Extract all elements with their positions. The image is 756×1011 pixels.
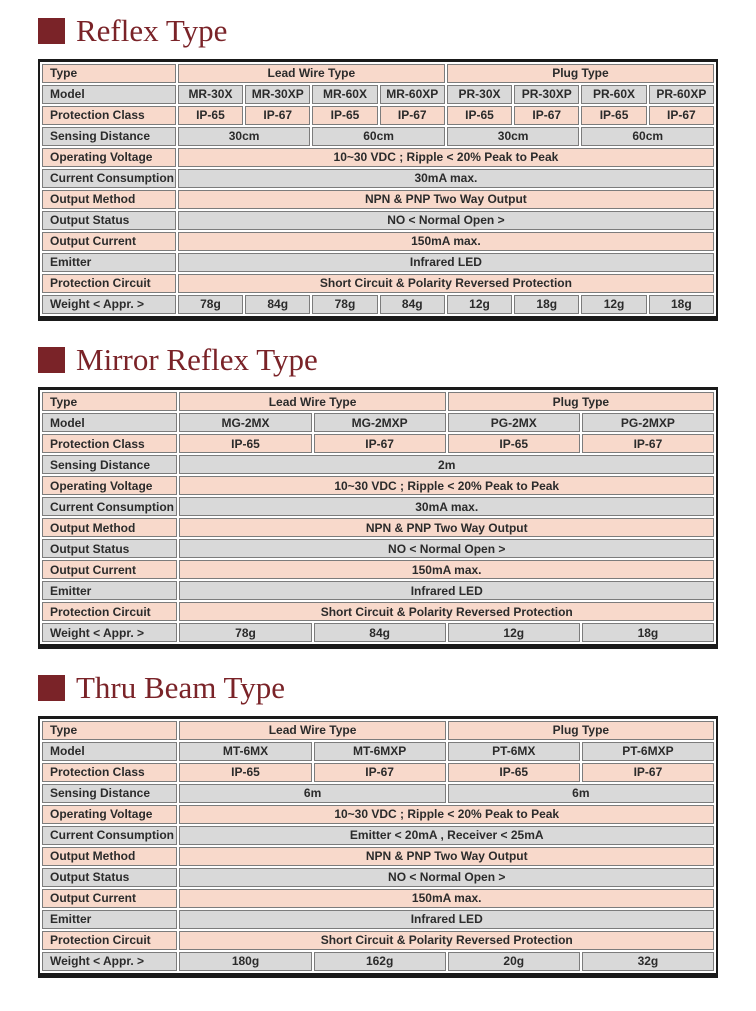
spec-value-cell: NO < Normal Open > bbox=[178, 211, 714, 230]
spec-value-cell: 10~30 VDC ; Ripple < 20% Peak to Peak bbox=[178, 148, 714, 167]
spec-value-cell: 150mA max. bbox=[179, 560, 714, 579]
spec-value-cell: Lead Wire Type bbox=[179, 392, 445, 411]
table-row bbox=[42, 392, 714, 411]
row-label: Sensing Distance bbox=[42, 127, 176, 146]
spec-value-cell: MR-30XP bbox=[245, 85, 310, 104]
table-row bbox=[42, 455, 714, 474]
spec-value-cell: 12g bbox=[447, 295, 512, 314]
spec-value-cell: Short Circuit & Polarity Reversed Protection bbox=[179, 602, 714, 621]
spec-value-cell: 32g bbox=[582, 952, 714, 971]
spec-value-cell: IP-65 bbox=[448, 763, 580, 782]
row-label: Output Current bbox=[42, 232, 176, 251]
row-label: Protection Class bbox=[42, 106, 176, 125]
spec-value-cell: 78g bbox=[178, 295, 243, 314]
row-label: Protection Circuit bbox=[42, 602, 177, 621]
row-label: Protection Class bbox=[42, 434, 177, 453]
row-label: Operating Voltage bbox=[42, 805, 177, 824]
spec-value-cell: 150mA max. bbox=[179, 889, 714, 908]
spec-value-cell: 18g bbox=[649, 295, 714, 314]
spec-value-cell: 18g bbox=[582, 623, 714, 642]
spec-value-cell: NPN & PNP Two Way Output bbox=[179, 847, 714, 866]
spec-value-cell: IP-65 bbox=[178, 106, 243, 125]
spec-value-cell: PT-6MXP bbox=[582, 742, 714, 761]
section-header bbox=[38, 672, 718, 705]
spec-value-cell: Plug Type bbox=[448, 721, 714, 740]
spec-value-cell: 18g bbox=[514, 295, 579, 314]
spec-value-cell: 84g bbox=[245, 295, 310, 314]
table-row bbox=[42, 847, 714, 866]
table-row bbox=[42, 413, 714, 432]
spec-value-cell: PT-6MX bbox=[448, 742, 580, 761]
row-label: Weight < Appr. > bbox=[42, 952, 177, 971]
row-label: Current Consumption bbox=[42, 497, 177, 516]
section-title: Mirror Reflex Type bbox=[76, 341, 318, 377]
spec-value-cell: Short Circuit & Polarity Reversed Protection bbox=[178, 274, 714, 293]
table-row bbox=[42, 910, 714, 929]
spec-value-cell: NO < Normal Open > bbox=[179, 868, 714, 887]
row-label: Output Method bbox=[42, 847, 177, 866]
spec-value-cell: IP-65 bbox=[448, 434, 580, 453]
spec-value-cell: NPN & PNP Two Way Output bbox=[179, 518, 714, 537]
section-bullet-square bbox=[38, 347, 65, 373]
spec-value-cell: 12g bbox=[448, 623, 580, 642]
spec-table-thru-beam-type bbox=[38, 716, 718, 978]
row-label: Output Current bbox=[42, 560, 177, 579]
table-row bbox=[42, 581, 714, 600]
section-bullet-square bbox=[38, 18, 65, 44]
table-row bbox=[42, 64, 714, 83]
table-row bbox=[42, 434, 714, 453]
spec-value-cell: 12g bbox=[581, 295, 646, 314]
spec-value-cell: PG-2MXP bbox=[582, 413, 714, 432]
spec-value-cell: Plug Type bbox=[448, 392, 714, 411]
spec-value-cell: 78g bbox=[179, 623, 311, 642]
row-label: Type bbox=[42, 64, 176, 83]
section-header bbox=[38, 341, 718, 377]
spec-value-cell: 60cm bbox=[581, 127, 714, 146]
spec-value-cell: IP-67 bbox=[380, 106, 445, 125]
table-row bbox=[42, 805, 714, 824]
table-row bbox=[42, 476, 714, 495]
spec-value-cell: PR-60XP bbox=[649, 85, 714, 104]
section-title: Thru Beam Type bbox=[76, 670, 286, 706]
spec-value-cell: 30cm bbox=[447, 127, 580, 146]
row-label: Emitter bbox=[42, 910, 177, 929]
spec-value-cell: 20g bbox=[448, 952, 580, 971]
row-label: Output Status bbox=[42, 868, 177, 887]
spec-value-cell: MR-60X bbox=[312, 85, 377, 104]
table-row bbox=[42, 826, 714, 845]
table-row bbox=[42, 952, 714, 971]
table-row bbox=[42, 931, 714, 950]
spec-value-cell: Infrared LED bbox=[179, 581, 714, 600]
section-header bbox=[38, 15, 718, 48]
spec-value-cell: IP-65 bbox=[447, 106, 512, 125]
row-label: Protection Class bbox=[42, 763, 177, 782]
spec-value-cell: MG-2MX bbox=[179, 413, 311, 432]
row-label: Type bbox=[42, 721, 177, 740]
spec-value-cell: IP-67 bbox=[582, 434, 714, 453]
row-label: Output Method bbox=[42, 518, 177, 537]
row-label: Operating Voltage bbox=[42, 148, 176, 167]
section-bullet-square bbox=[38, 675, 65, 701]
table-row bbox=[42, 169, 714, 188]
spec-value-cell: 60cm bbox=[312, 127, 445, 146]
spec-value-cell: MR-60XP bbox=[380, 85, 445, 104]
spec-value-cell: NO < Normal Open > bbox=[179, 539, 714, 558]
spec-value-cell: Plug Type bbox=[447, 64, 714, 83]
row-label: Model bbox=[42, 742, 177, 761]
row-label: Model bbox=[42, 413, 177, 432]
table-row bbox=[42, 106, 714, 125]
spec-value-cell: IP-65 bbox=[581, 106, 646, 125]
table-row bbox=[42, 623, 714, 642]
table-row bbox=[42, 497, 714, 516]
spec-value-cell: Infrared LED bbox=[179, 910, 714, 929]
table-row bbox=[42, 889, 714, 908]
table-row bbox=[42, 784, 714, 803]
row-label: Protection Circuit bbox=[42, 931, 177, 950]
spec-value-cell: Lead Wire Type bbox=[179, 721, 445, 740]
row-label: Model bbox=[42, 85, 176, 104]
spec-value-cell: PR-60X bbox=[581, 85, 646, 104]
spec-value-cell: Infrared LED bbox=[178, 253, 714, 272]
table-row bbox=[42, 190, 714, 209]
row-label: Operating Voltage bbox=[42, 476, 177, 495]
table-row bbox=[42, 211, 714, 230]
row-label: Sensing Distance bbox=[42, 784, 177, 803]
spec-value-cell: Lead Wire Type bbox=[178, 64, 445, 83]
table-row bbox=[42, 274, 714, 293]
row-label: Output Status bbox=[42, 539, 177, 558]
table-row bbox=[42, 148, 714, 167]
spec-value-cell: IP-67 bbox=[314, 434, 446, 453]
spec-value-cell: 30mA max. bbox=[179, 497, 714, 516]
row-label: Current Consumption bbox=[42, 826, 177, 845]
spec-value-cell: 78g bbox=[312, 295, 377, 314]
table-row bbox=[42, 721, 714, 740]
spec-value-cell: IP-65 bbox=[179, 434, 311, 453]
table-row bbox=[42, 253, 714, 272]
row-label: Emitter bbox=[42, 581, 177, 600]
spec-value-cell: Short Circuit & Polarity Reversed Protection bbox=[179, 931, 714, 950]
section-title: Reflex Type bbox=[76, 13, 228, 48]
spec-value-cell: MR-30X bbox=[178, 85, 243, 104]
spec-value-cell: IP-65 bbox=[179, 763, 311, 782]
row-label: Weight < Appr. > bbox=[42, 623, 177, 642]
spec-value-cell: 10~30 VDC ; Ripple < 20% Peak to Peak bbox=[179, 805, 714, 824]
row-label: Type bbox=[42, 392, 177, 411]
spec-value-cell: MT-6MX bbox=[179, 742, 311, 761]
row-label: Weight < Appr. > bbox=[42, 295, 176, 314]
spec-table-mirror-reflex-type bbox=[38, 387, 718, 649]
table-row bbox=[42, 560, 714, 579]
spec-value-cell: PR-30XP bbox=[514, 85, 579, 104]
row-label: Output Method bbox=[42, 190, 176, 209]
table-row bbox=[42, 232, 714, 251]
spec-value-cell: 6m bbox=[448, 784, 714, 803]
table-row bbox=[42, 295, 714, 314]
table-row bbox=[42, 742, 714, 761]
spec-value-cell: IP-67 bbox=[245, 106, 310, 125]
spec-value-cell: PG-2MX bbox=[448, 413, 580, 432]
table-row bbox=[42, 539, 714, 558]
spec-value-cell: IP-67 bbox=[514, 106, 579, 125]
table-row bbox=[42, 602, 714, 621]
spec-value-cell: 150mA max. bbox=[178, 232, 714, 251]
row-label: Sensing Distance bbox=[42, 455, 177, 474]
spec-value-cell: IP-67 bbox=[582, 763, 714, 782]
spec-value-cell: IP-67 bbox=[314, 763, 446, 782]
row-label: Current Consumption bbox=[42, 169, 176, 188]
spec-value-cell: PR-30X bbox=[447, 85, 512, 104]
spec-value-cell: IP-67 bbox=[649, 106, 714, 125]
section-mirror-reflex-type bbox=[38, 341, 718, 650]
spec-value-cell: 84g bbox=[380, 295, 445, 314]
section-thru-beam-type bbox=[38, 672, 718, 978]
spec-value-cell: MG-2MXP bbox=[314, 413, 446, 432]
spec-table-reflex-type bbox=[38, 59, 718, 321]
spec-value-cell: MT-6MXP bbox=[314, 742, 446, 761]
table-row bbox=[42, 518, 714, 537]
section-reflex-type bbox=[38, 15, 718, 321]
table-row bbox=[42, 868, 714, 887]
table-row bbox=[42, 127, 714, 146]
spec-value-cell: IP-65 bbox=[312, 106, 377, 125]
spec-value-cell: 30mA max. bbox=[178, 169, 714, 188]
row-label: Emitter bbox=[42, 253, 176, 272]
spec-value-cell: 162g bbox=[314, 952, 446, 971]
row-label: Output Status bbox=[42, 211, 176, 230]
spec-value-cell: 10~30 VDC ; Ripple < 20% Peak to Peak bbox=[179, 476, 714, 495]
row-label: Protection Circuit bbox=[42, 274, 176, 293]
spec-value-cell: 30cm bbox=[178, 127, 311, 146]
row-label: Output Current bbox=[42, 889, 177, 908]
spec-value-cell: Emitter < 20mA , Receiver < 25mA bbox=[179, 826, 714, 845]
spec-value-cell: 84g bbox=[314, 623, 446, 642]
spec-value-cell: 180g bbox=[179, 952, 311, 971]
table-row bbox=[42, 85, 714, 104]
spec-value-cell: 6m bbox=[179, 784, 445, 803]
spec-value-cell: 2m bbox=[179, 455, 714, 474]
table-row bbox=[42, 763, 714, 782]
spec-value-cell: NPN & PNP Two Way Output bbox=[178, 190, 714, 209]
